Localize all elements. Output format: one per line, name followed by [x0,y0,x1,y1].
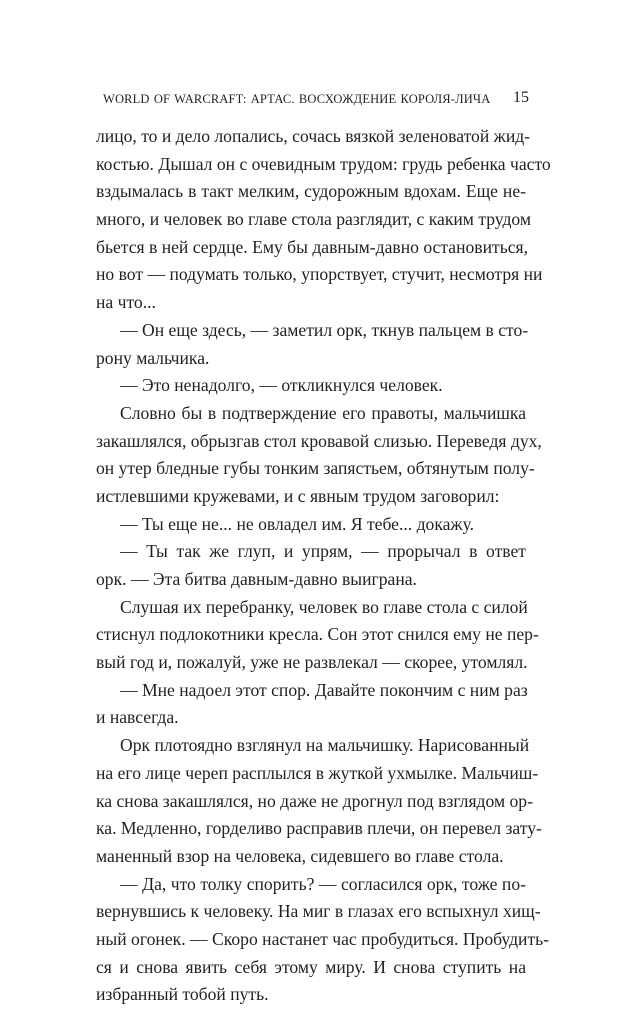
text-line: стиснул подлокотники кресла. Сон этот снился ему не пер- [96,624,539,645]
paragraph [96,511,526,539]
text-line: Словно бы в подтверждение его правоты, мальчишка [120,402,526,423]
text-line: ся и снова явить себя этому миру. И снова ступить на [96,956,526,977]
text-line: орк. — Эта битва давным-давно выиграна. [96,569,417,589]
text-line: закашлялся, обрызгав стол кровавой слизью. Переведя дух, [96,430,542,451]
text-line: вздымалась в такт мелким, судорожным вдохам. Еще не- [96,181,526,202]
text-line: костью. Дышал он с очевидным трудом: грудь ребенка часто [96,153,551,174]
paragraph [96,400,542,511]
running-title: WORLD OF WARCRAFT: АРТАС. ВОСХОЖДЕНИЕ КОРОЛЯ-ЛИЧА [103,92,491,106]
paragraph [96,372,526,400]
running-header [96,89,529,112]
text-line: истлевшими кружевами, и с явным трудом заговорил: [96,485,500,506]
text-line: на его лице череп расплылся в жуткой ухмылке. Мальчиш- [96,762,539,783]
paragraph [96,317,529,372]
paragraph [96,677,526,732]
text-line: ка. Медленно, горделиво расправив плечи, он перевел зату- [96,818,542,839]
page-number: 15 [513,89,529,106]
text-line: он утер бледные губы тонким запястьем, обтянутым полу- [96,458,535,479]
text-line: ный огонек. — Скоро настанет час пробудиться. Пробудить- [96,928,550,949]
paragraph [96,871,550,1009]
paragraph [96,538,526,593]
text-line: рону мальчика. [96,347,210,368]
text-line: Слушая их перебранку, человек во главе стола с силой [120,596,528,617]
text-line: вернувшись к человеку. На миг в глазах его вспыхнул хищ- [96,901,541,922]
paragraph [96,123,551,317]
text-line: и навсегда. [96,707,179,728]
text-line: бьется в ней сердце. Ему бы давным-давно остановиться, [96,236,529,257]
text-line: вый год и, пожалуй, уже не развлекал — скорее, утомлял. [96,652,528,673]
text-line: — Это ненадолго, — откликнулся человек. [120,375,443,396]
text-line: лицо, то и дело лопались, сочась вязкой зеленоватой жид- [96,126,531,146]
text-line: маненный взор на человека, сидевшего во главе стола. [96,845,504,866]
text-line: — Да, что толку спорить? — согласился орк, тоже по- [120,873,526,894]
text-line: — Ты еще не... не овладел им. Я тебе... докажу. [120,513,475,534]
text-line: Орк плотоядно взглянул на мальчишку. Нарисованный [120,735,530,756]
text-line: — Он еще здесь, — заметил орк, ткнув пальцем в сто- [120,319,529,340]
text-line: — Ты так же глуп, и упрям, — прорычал в ответ [120,541,526,562]
body-text [96,123,551,1009]
text-line: — Мне надоел этот спор. Давайте покончим с ним раз [120,679,528,700]
text-line: ка снова закашлялся, но даже не дрогнул под взглядом ор- [96,790,533,811]
text-line: избранный тобой путь. [96,984,269,1005]
paragraph [96,732,542,870]
text-line: но вот — подумать только, упорствует, стучит, несмотря ни [96,264,543,285]
text-line: на что... [96,292,156,313]
paragraph [96,594,539,677]
text-line: много, и человек во главе стола разглядит, с каким трудом [96,209,532,230]
